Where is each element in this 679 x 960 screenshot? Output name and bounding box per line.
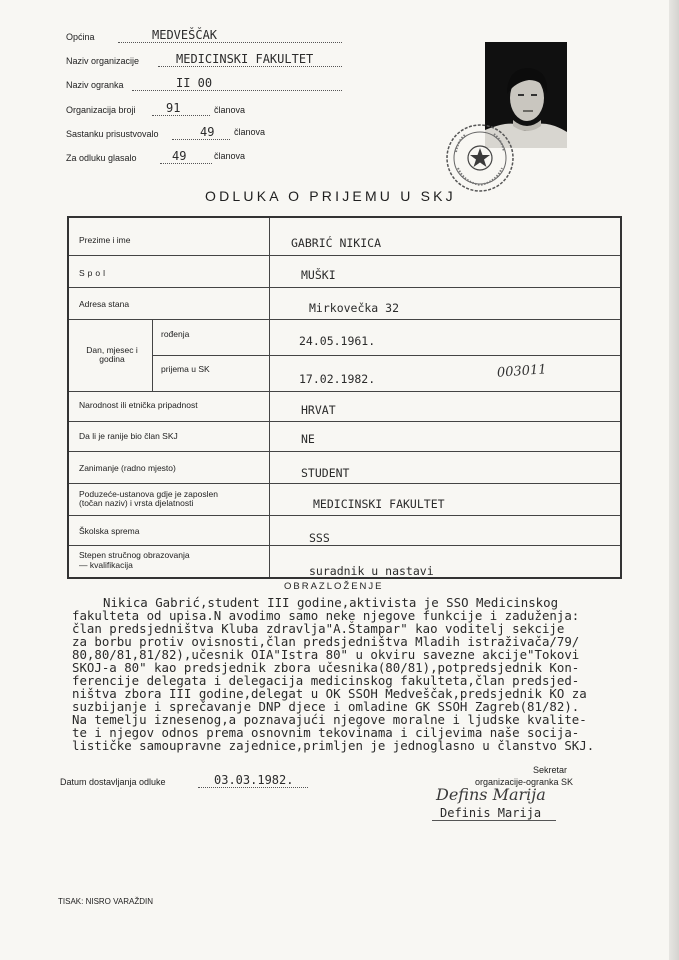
- skolska-sprema-label: Školska sprema: [79, 526, 140, 536]
- rodenja-label: rođenja: [161, 329, 190, 339]
- printer-footer: TISAK: NISRO VARAŽDIN: [58, 897, 153, 906]
- datum-dotted-line: [198, 787, 308, 788]
- stepen-label-line2: — kvalifikacija: [79, 560, 133, 570]
- broji-suffix: članova: [214, 105, 246, 115]
- document-title: ODLUKA O PRIJEMU U SKJ: [205, 188, 456, 204]
- obrazlozenje-heading: OBRAZLOŽENJE: [284, 581, 384, 592]
- secretary-name: Definis Marija: [440, 806, 542, 820]
- prezime-label: Prezime i ime: [79, 235, 131, 245]
- table-row-divider: [152, 355, 620, 356]
- opcina-value: MEDVEŠČAK: [152, 28, 218, 42]
- ranije-clan-value: NE: [301, 432, 315, 446]
- table-row-divider: [69, 319, 620, 320]
- secretary-signature: Defins Marija: [436, 785, 546, 804]
- sekretar-label: Sekretar: [533, 765, 568, 775]
- poduzece-label-line1: Poduzeće-ustanova gdje je zaposlen: [79, 489, 218, 499]
- page-edge-shadow: [669, 0, 679, 960]
- prijema-label: prijema u SK: [161, 364, 210, 374]
- stepen-value: suradnik u nastavi: [309, 564, 434, 578]
- table-row-divider: [69, 451, 620, 452]
- obrazlozenje-line-11: te i njegov odnos prema osnovnim tekovinama i ciljevima naše socija-: [72, 725, 580, 740]
- opcina-dotted-line: [118, 42, 342, 43]
- prisustvovalo-suffix: članova: [234, 127, 266, 137]
- table-row-divider: [69, 391, 620, 392]
- table-column-divider: [269, 218, 270, 577]
- obrazlozenje-line-8: ništva zbora III godine,delegat u OK SSOH Medveščak,predsjednik KO za: [72, 686, 587, 701]
- broji-value: 91: [166, 101, 181, 115]
- obrazlozenje-line-9: suzbijanje i sprečavanje DNP djece i omladine GK SSOH Zagreb(81/82).: [72, 699, 580, 714]
- prisustvovalo-label: Sastanku prisustvovalo: [66, 129, 159, 139]
- dan-mjesec-godina-label: Dan, mjesec i godina: [86, 345, 138, 364]
- opcina-label: Općina: [66, 32, 95, 42]
- stepen-label-line1: Stepen stručnog obrazovanja: [79, 550, 190, 560]
- rodenja-value: 24.05.1961.: [299, 334, 376, 348]
- datum-dostavljanja-value: 03.03.1982.: [214, 773, 294, 787]
- organizacija-label: Naziv organizacije: [66, 56, 140, 66]
- obrazlozenje-line-10: Na temelju iznesenog,a poznavajući njegove moralne i ljudske kvalite-: [72, 712, 587, 727]
- datum-dostavljanja-label: Datum dostavljanja odluke: [60, 777, 166, 787]
- broji-label: Organizacija broji: [66, 105, 136, 115]
- poduzece-label-line2: (točan naziv) i vrsta djelatnosti: [79, 498, 194, 508]
- spol-value: MUŠKI: [301, 268, 336, 282]
- zanimanje-label: Zanimanje (radno mjesto): [79, 463, 176, 473]
- broji-dotted-line: [152, 115, 210, 116]
- table-row-divider: [69, 483, 620, 484]
- table-row-divider: [69, 545, 620, 546]
- prijema-value: 17.02.1982.: [299, 372, 376, 386]
- narodnost-label: Narodnost ili etnička pripadnost: [79, 400, 198, 410]
- table-row-divider: [69, 421, 620, 422]
- skolska-sprema-value: SSS: [309, 531, 330, 545]
- obrazlozenje-line-3: član predsjedništva Kluba zdravlja"A.Štampar" kao voditelj sekcije: [72, 621, 565, 636]
- prisustvovalo-dotted-line: [172, 139, 230, 140]
- official-stamp: [444, 122, 516, 194]
- ogranak-label: Naziv ogranka: [66, 80, 124, 90]
- adresa-value: Mirkovečka 32: [309, 301, 400, 315]
- obrazlozenje-line-7: ferencije delegata i delegacija medicinskog fakulteta,član predsjed-: [72, 673, 580, 688]
- ogranak-dotted-line: [132, 90, 342, 91]
- organizacija-dotted-line: [158, 66, 342, 67]
- glasalo-label: Za odluku glasalo: [66, 153, 137, 163]
- narodnost-value: HRVAT: [301, 403, 336, 417]
- adresa-label: Adresa stana: [79, 299, 130, 309]
- prezime-value: GABRIĆ NIKICA: [291, 236, 382, 250]
- obrazlozenje-line-6: SKOJ-a 80" kao predsjednik zbora učesnika(80/81),potpredsjednik Kon-: [72, 660, 580, 675]
- glasalo-suffix: članova: [214, 151, 246, 161]
- secretary-underline: [432, 820, 556, 821]
- poduzece-value: MEDICINSKI FAKULTET: [313, 497, 445, 511]
- obrazlozenje-line-5: 80,80/81,81/82),učesnik OIA"Istra 80" u okviru savezne akcije"Tokovi: [72, 647, 580, 662]
- obrazlozenje-line-2: fakulteta od upisa.N avodimo samo neke njegove funkcije i zaduženja:: [72, 608, 580, 623]
- sekretar-label-line2: organizacije-ogranka SK: [475, 777, 574, 787]
- ogranak-value: II 00: [176, 76, 213, 90]
- obrazlozenje-line-12: lističke samoupravne zajednice,primljen je jednoglasno u članstvo SKJ.: [72, 738, 595, 753]
- obrazlozenje-line-4: za borbu protiv ovisnosti,član predsjedništva Mladih istraživača/79/: [72, 634, 580, 649]
- member-data-table: [67, 216, 622, 579]
- ranije-clan-label: Da li je ranije bio član SKJ: [79, 431, 178, 441]
- spol-label: Spol: [79, 268, 109, 278]
- stamp-seal-image: [444, 122, 516, 194]
- table-row-divider: [69, 515, 620, 516]
- zanimanje-value: STUDENT: [301, 466, 350, 480]
- prisustvovalo-value: 49: [200, 125, 215, 139]
- glasalo-dotted-line: [160, 163, 212, 164]
- organizacija-value: MEDICINSKI FAKULTET: [176, 52, 314, 66]
- handwritten-member-number: 003011: [496, 362, 548, 381]
- obrazlozenje-line-1: Nikica Gabrić,student III godine,aktivista je SSO Medicinskog: [103, 595, 559, 610]
- glasalo-value: 49: [172, 149, 187, 163]
- table-row-divider: [69, 287, 620, 288]
- table-row-divider: [69, 255, 620, 256]
